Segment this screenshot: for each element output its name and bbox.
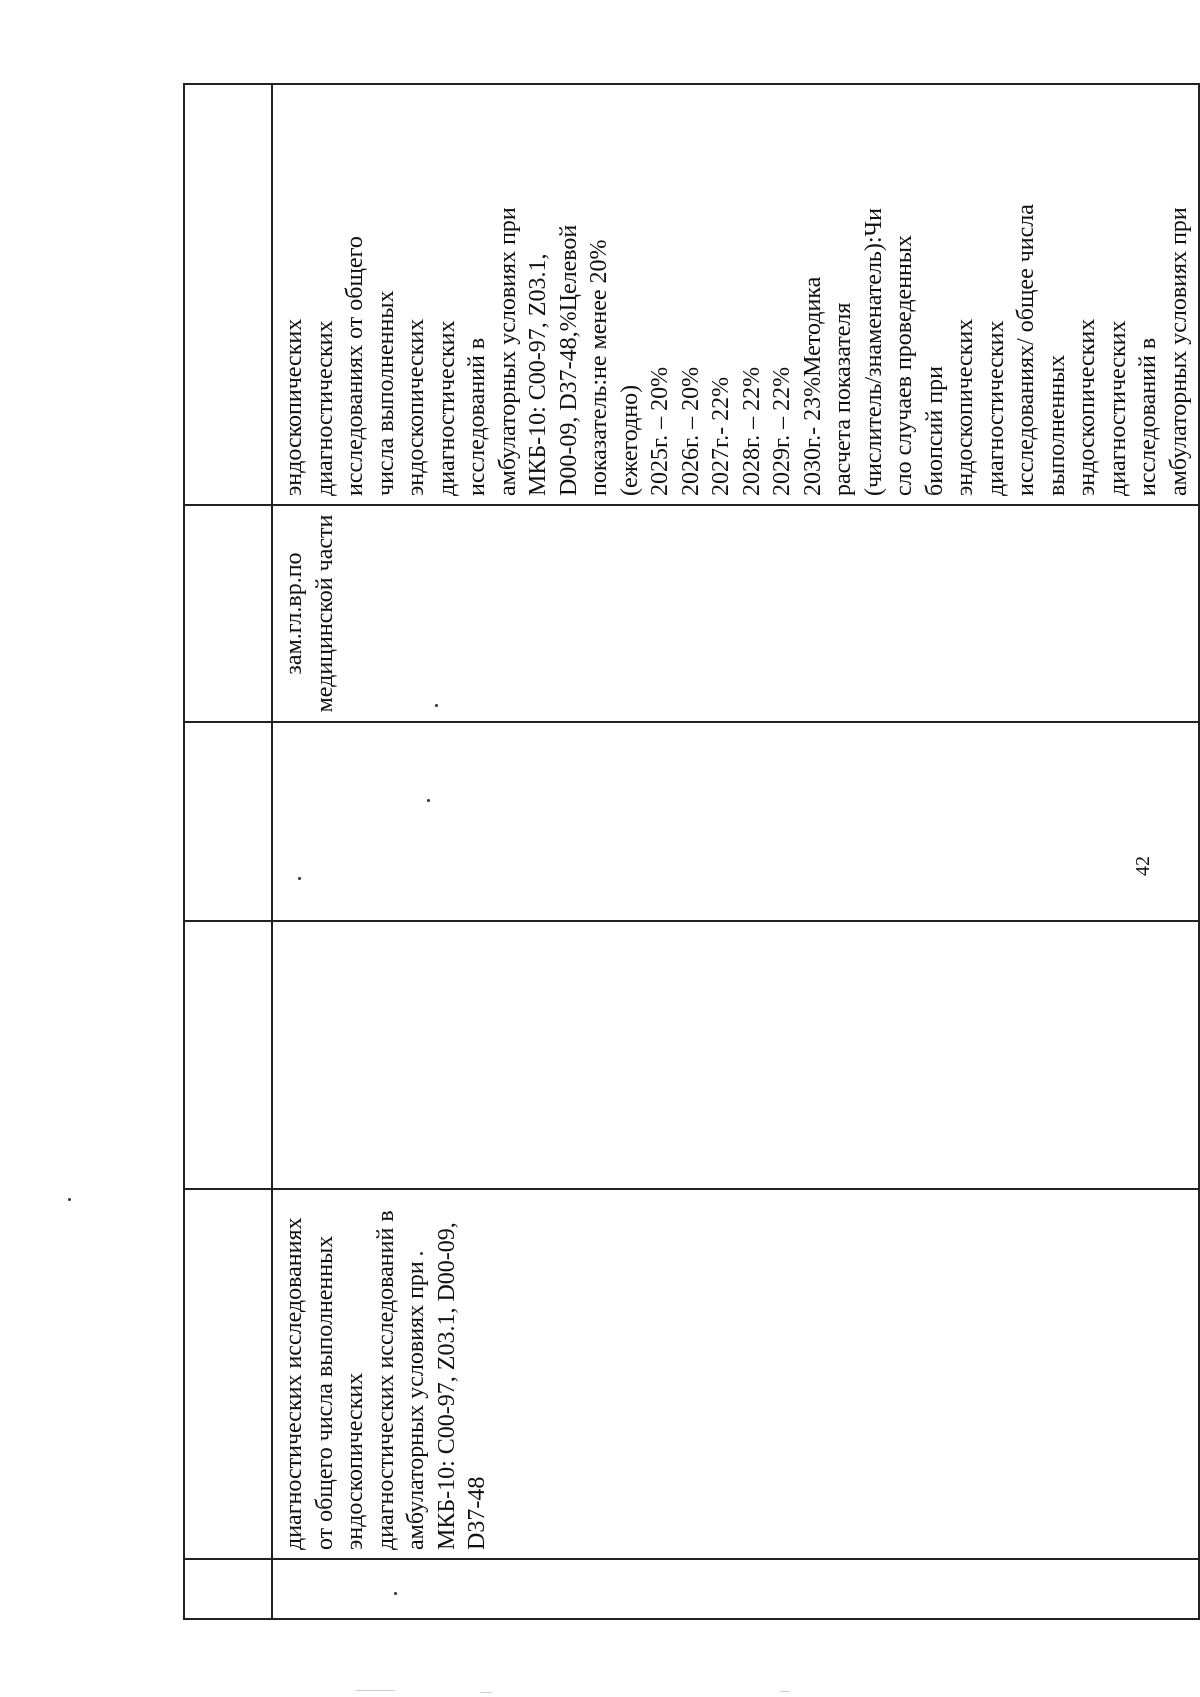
scan-artifact-line <box>355 1690 395 1691</box>
scan-artifact-line <box>780 1691 790 1692</box>
scan-artifact-line <box>480 1692 492 1693</box>
responsible-cell <box>272 505 1199 722</box>
table-cell <box>184 1559 272 1619</box>
scan-speck <box>420 1252 423 1255</box>
table-cell <box>184 722 272 921</box>
target-indicator-cell <box>272 84 1199 505</box>
table-cell <box>184 921 272 1189</box>
indicator-name-cell <box>272 1189 1199 1559</box>
table-cell <box>272 921 1199 1189</box>
target-indicator-text: эндоскопических диагностических исследованиях от общего числа выполненных эндоскопических диагностических исследований в амбулаторных условиях при МКБ-10: С00-97, Z03.1, D00-09, D37-48,%Целевой показатель:не менее 20% (ежегодно) 2025г. – 20% 2026г. – 20% 2027г.- 22% 2028г. – 22% 2029г. – 22% 2030г.- 23%Методика расчета показателя (числитель/знаменатель):Чи сло случаев проведенных биопсий при эндоскопических диагностических исследованиях/ общее числа выполненных эндоскопических диагностических исследований в амбулаторных условиях при <box>281 204 1192 496</box>
table-cell <box>184 505 272 722</box>
table-cell <box>184 1189 272 1559</box>
scan-speck <box>435 704 438 707</box>
table-cell <box>272 1559 1199 1619</box>
table-row-main <box>272 84 1199 1619</box>
scan-speck <box>427 799 430 802</box>
scan-speck <box>394 1592 397 1595</box>
indicator-name-text: диагностических исследованиях от общего числа выполненных эндоскопических диагностических исследований в амбулаторных условиях при МКБ-10: С00-97, Z03.1, D00-09, D37-48 <box>281 1210 490 1550</box>
page-number: 42 <box>1132 856 1154 876</box>
scan-speck <box>298 877 301 880</box>
table-row-header <box>184 84 272 1619</box>
table-cell <box>272 722 1199 921</box>
document-table <box>183 83 1200 1620</box>
responsible-text: зам.гл.вр.по медицинской части <box>281 514 338 713</box>
table-cell <box>184 84 272 505</box>
scan-speck <box>68 1198 71 1201</box>
